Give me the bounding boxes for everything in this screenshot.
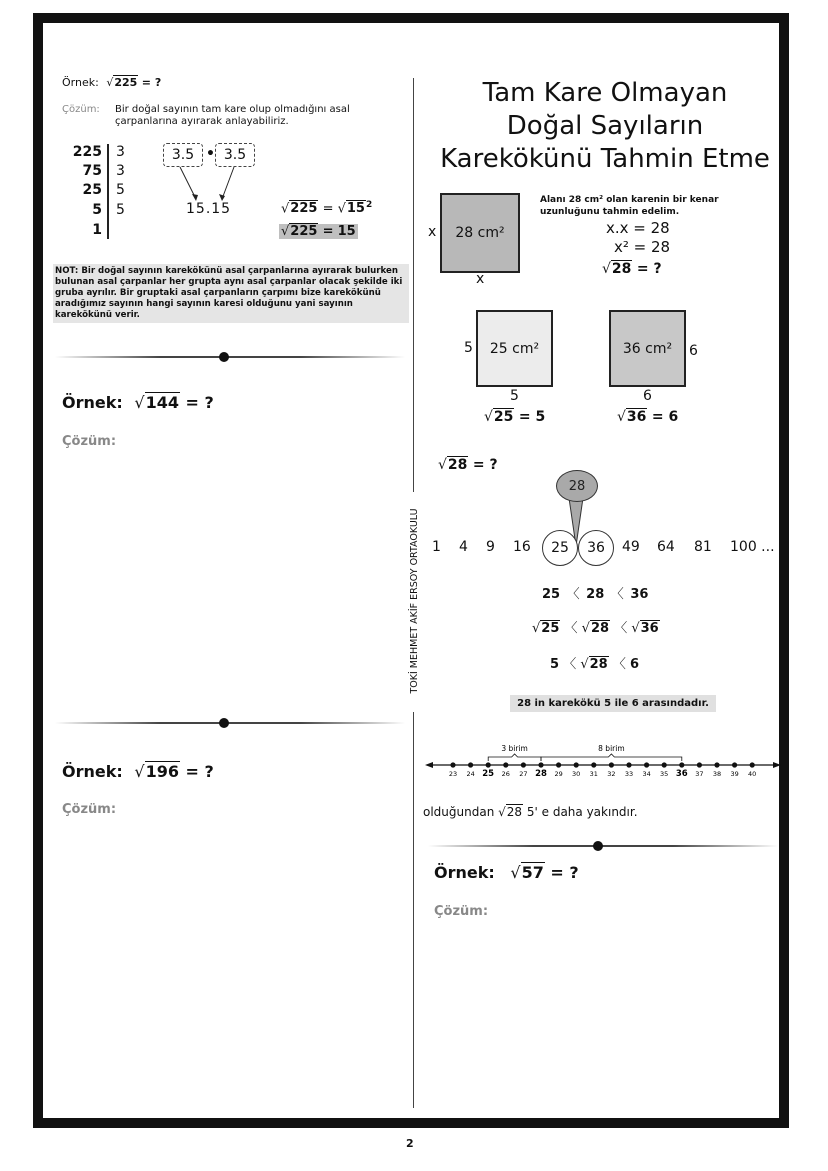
number-line-label-36: 36 <box>675 769 688 779</box>
right-divider <box>428 845 778 847</box>
factor-left-1: 75 <box>82 163 102 179</box>
example4-solution-label: Çözüm: <box>434 904 489 919</box>
brace-3-birim-brace <box>488 754 541 761</box>
number-line-point-37 <box>697 762 702 767</box>
number-line-label-31: 31 <box>589 770 598 778</box>
number-line-label-27: 27 <box>519 770 528 778</box>
number-line-point-32 <box>609 762 614 767</box>
factor-right-1: 3 <box>116 163 125 179</box>
group-dot: • <box>206 146 215 162</box>
number-line-label-23: 23 <box>448 770 458 778</box>
page-number: 2 <box>406 1137 414 1150</box>
group-box-2: 3.5 <box>215 143 255 167</box>
inequality-2: √25 〈 √28 〈 √36 <box>532 621 659 636</box>
number-line-point-34 <box>644 762 649 767</box>
left-divider-2-dot <box>219 718 229 728</box>
square-36: 36 cm² <box>609 310 686 387</box>
left-divider-2 <box>55 722 405 724</box>
conclusion-box: 28 in karekökü 5 ile 6 arasındadır. <box>510 695 716 712</box>
seq-81: 81 <box>694 539 712 555</box>
page-title <box>430 77 780 176</box>
seq-16: 16 <box>513 539 531 555</box>
title-line-1: Tam Kare Olmayan <box>482 78 728 108</box>
square-36-side-bottom: 6 <box>643 388 652 404</box>
example1-label: Örnek: <box>62 76 99 89</box>
number-line-label-24: 24 <box>466 770 475 778</box>
eq-x2: x² = 28 <box>614 238 671 256</box>
number-line-point-35 <box>662 762 667 767</box>
number-line-arrow-right <box>773 762 781 768</box>
callout-bubble: 28 <box>556 470 598 502</box>
number-line-label-34: 34 <box>642 770 651 778</box>
inequality-1: 25 〈 28 〈 36 <box>542 587 649 602</box>
number-line-point-25 <box>486 762 491 767</box>
side-school-text: TOKİ MEHMET AKİF ERSOY ORTAOKULU <box>409 508 420 694</box>
number-line-point-24 <box>468 762 473 767</box>
number-line-label-26: 26 <box>501 770 510 778</box>
seq-25: 25 <box>542 530 578 566</box>
example1-solution-text: Bir doğal sayının tam kare olup olmadığını asal çarpanlarına ayırarak anlayabiliriz. <box>115 104 350 127</box>
example3-solution-label: Çözüm: <box>62 802 117 817</box>
factor-left-3: 5 <box>92 202 102 218</box>
number-line-label-33: 33 <box>624 770 634 778</box>
square-28-side-bottom: x <box>476 271 485 287</box>
number-line-point-40 <box>750 762 755 767</box>
number-line-label-25: 25 <box>482 769 495 779</box>
number-line-label-28: 28 <box>535 769 547 779</box>
square-25-side-left: 5 <box>464 340 473 356</box>
number-line-label-35: 35 <box>660 770 669 778</box>
sqrt36-eq: √36 = 6 <box>617 409 679 425</box>
square-28-side-left: x <box>428 224 437 240</box>
square-25: 25 cm² <box>476 310 553 387</box>
seq-4: 4 <box>459 539 468 555</box>
title-line-3: Karekökünü Tahmin Etme <box>440 144 770 174</box>
right-divider-dot <box>593 841 603 851</box>
number-line-point-29 <box>556 762 561 767</box>
factor-table-rule <box>107 144 109 239</box>
group-arrows <box>160 165 260 205</box>
number-line-label-29: 29 <box>554 770 563 778</box>
example4-line: Örnek: √57 = ? <box>434 863 579 882</box>
sqrt28-question-2: √28 = ? <box>438 457 498 473</box>
note-box: NOT: Bir doğal sayının karekökünü asal çarpanlarına ayırarak bulurken bulunan asal çarpanlar her grupta aynı asal çarpanlar olacak şekilde iki gruba ayrılır. Bir gruptaki asal çarpanların çarpımı bize karekökünü aradığımız sayının hangi sayının karesi olduğunu yani sayının karekökünü verir. <box>53 264 409 323</box>
inequality-3: 5 〈 √28 〈 6 <box>550 657 640 672</box>
number-line-label-39: 39 <box>730 770 739 778</box>
number-line-point-23 <box>450 762 455 767</box>
seq-36: 36 <box>578 530 614 566</box>
number-line-arrow-left <box>425 762 433 768</box>
factor-right-3: 5 <box>116 202 125 218</box>
number-line-point-27 <box>521 762 526 767</box>
square-25-side-bottom: 5 <box>510 388 519 404</box>
brace-8-birim-label: 8 birim <box>598 744 625 753</box>
seq-64: 64 <box>657 539 675 555</box>
square-36-side-right: 6 <box>689 343 698 359</box>
example1-line <box>62 76 161 89</box>
number-line <box>425 735 785 785</box>
number-line-point-30 <box>574 762 579 767</box>
seq-100: 100 ... <box>730 539 775 555</box>
square-28: 28 cm² <box>440 193 520 273</box>
number-line-point-31 <box>591 762 596 767</box>
example3-line: Örnek: √196 = ? <box>62 762 214 781</box>
example1-solution-label: Çözüm: <box>62 104 100 115</box>
group-product: 15.15 <box>186 201 232 217</box>
seq-49: 49 <box>622 539 640 555</box>
number-line-point-33 <box>626 762 631 767</box>
sqrt25-eq: √25 = 5 <box>484 409 546 425</box>
group-box-1: 3.5 <box>163 143 203 167</box>
factor-left-0: 225 <box>72 144 102 160</box>
intro-text: Alanı 28 cm² olan karenin bir kenar uzunluğunu tahmin edelim. <box>540 195 719 217</box>
number-line-label-38: 38 <box>712 770 722 778</box>
number-line-label-32: 32 <box>607 770 616 778</box>
left-divider-1 <box>55 356 405 358</box>
brace-3-birim-label: 3 birim <box>501 744 528 753</box>
example1-radical: √225 <box>106 76 138 89</box>
sqrt28-question-1: √28 = ? <box>602 261 662 277</box>
seq-9: 9 <box>486 539 495 555</box>
number-line-point-26 <box>503 762 508 767</box>
factor-left-2: 25 <box>82 182 102 198</box>
equation-2: √225 = 15 <box>281 224 356 239</box>
number-line-point-38 <box>714 762 719 767</box>
seq-1: 1 <box>432 539 441 555</box>
number-line-label-40: 40 <box>748 770 757 778</box>
number-line-point-39 <box>732 762 737 767</box>
factor-left-4: 1 <box>92 222 102 238</box>
number-line-label-30: 30 <box>572 770 581 778</box>
number-line-point-36 <box>679 762 684 767</box>
closer-sentence: olduğundan √28 5' e daha yakındır. <box>423 805 638 819</box>
number-line-label-37: 37 <box>695 770 704 778</box>
factor-right-2: 5 <box>116 182 125 198</box>
example1-question: = ? <box>141 76 162 89</box>
example2-solution-label: Çözüm: <box>62 434 117 449</box>
factor-right-0: 3 <box>116 144 125 160</box>
example2-line: Örnek: √144 = ? <box>62 393 214 412</box>
eq-xx: x.x = 28 <box>606 219 670 237</box>
brace-8-birim-brace <box>541 754 682 761</box>
title-line-2: Doğal Sayıların <box>506 111 704 141</box>
equation-1: $√225 = √15^2$ <box>281 200 373 217</box>
left-divider-1-dot <box>219 352 229 362</box>
number-line-point-28 <box>538 762 543 767</box>
